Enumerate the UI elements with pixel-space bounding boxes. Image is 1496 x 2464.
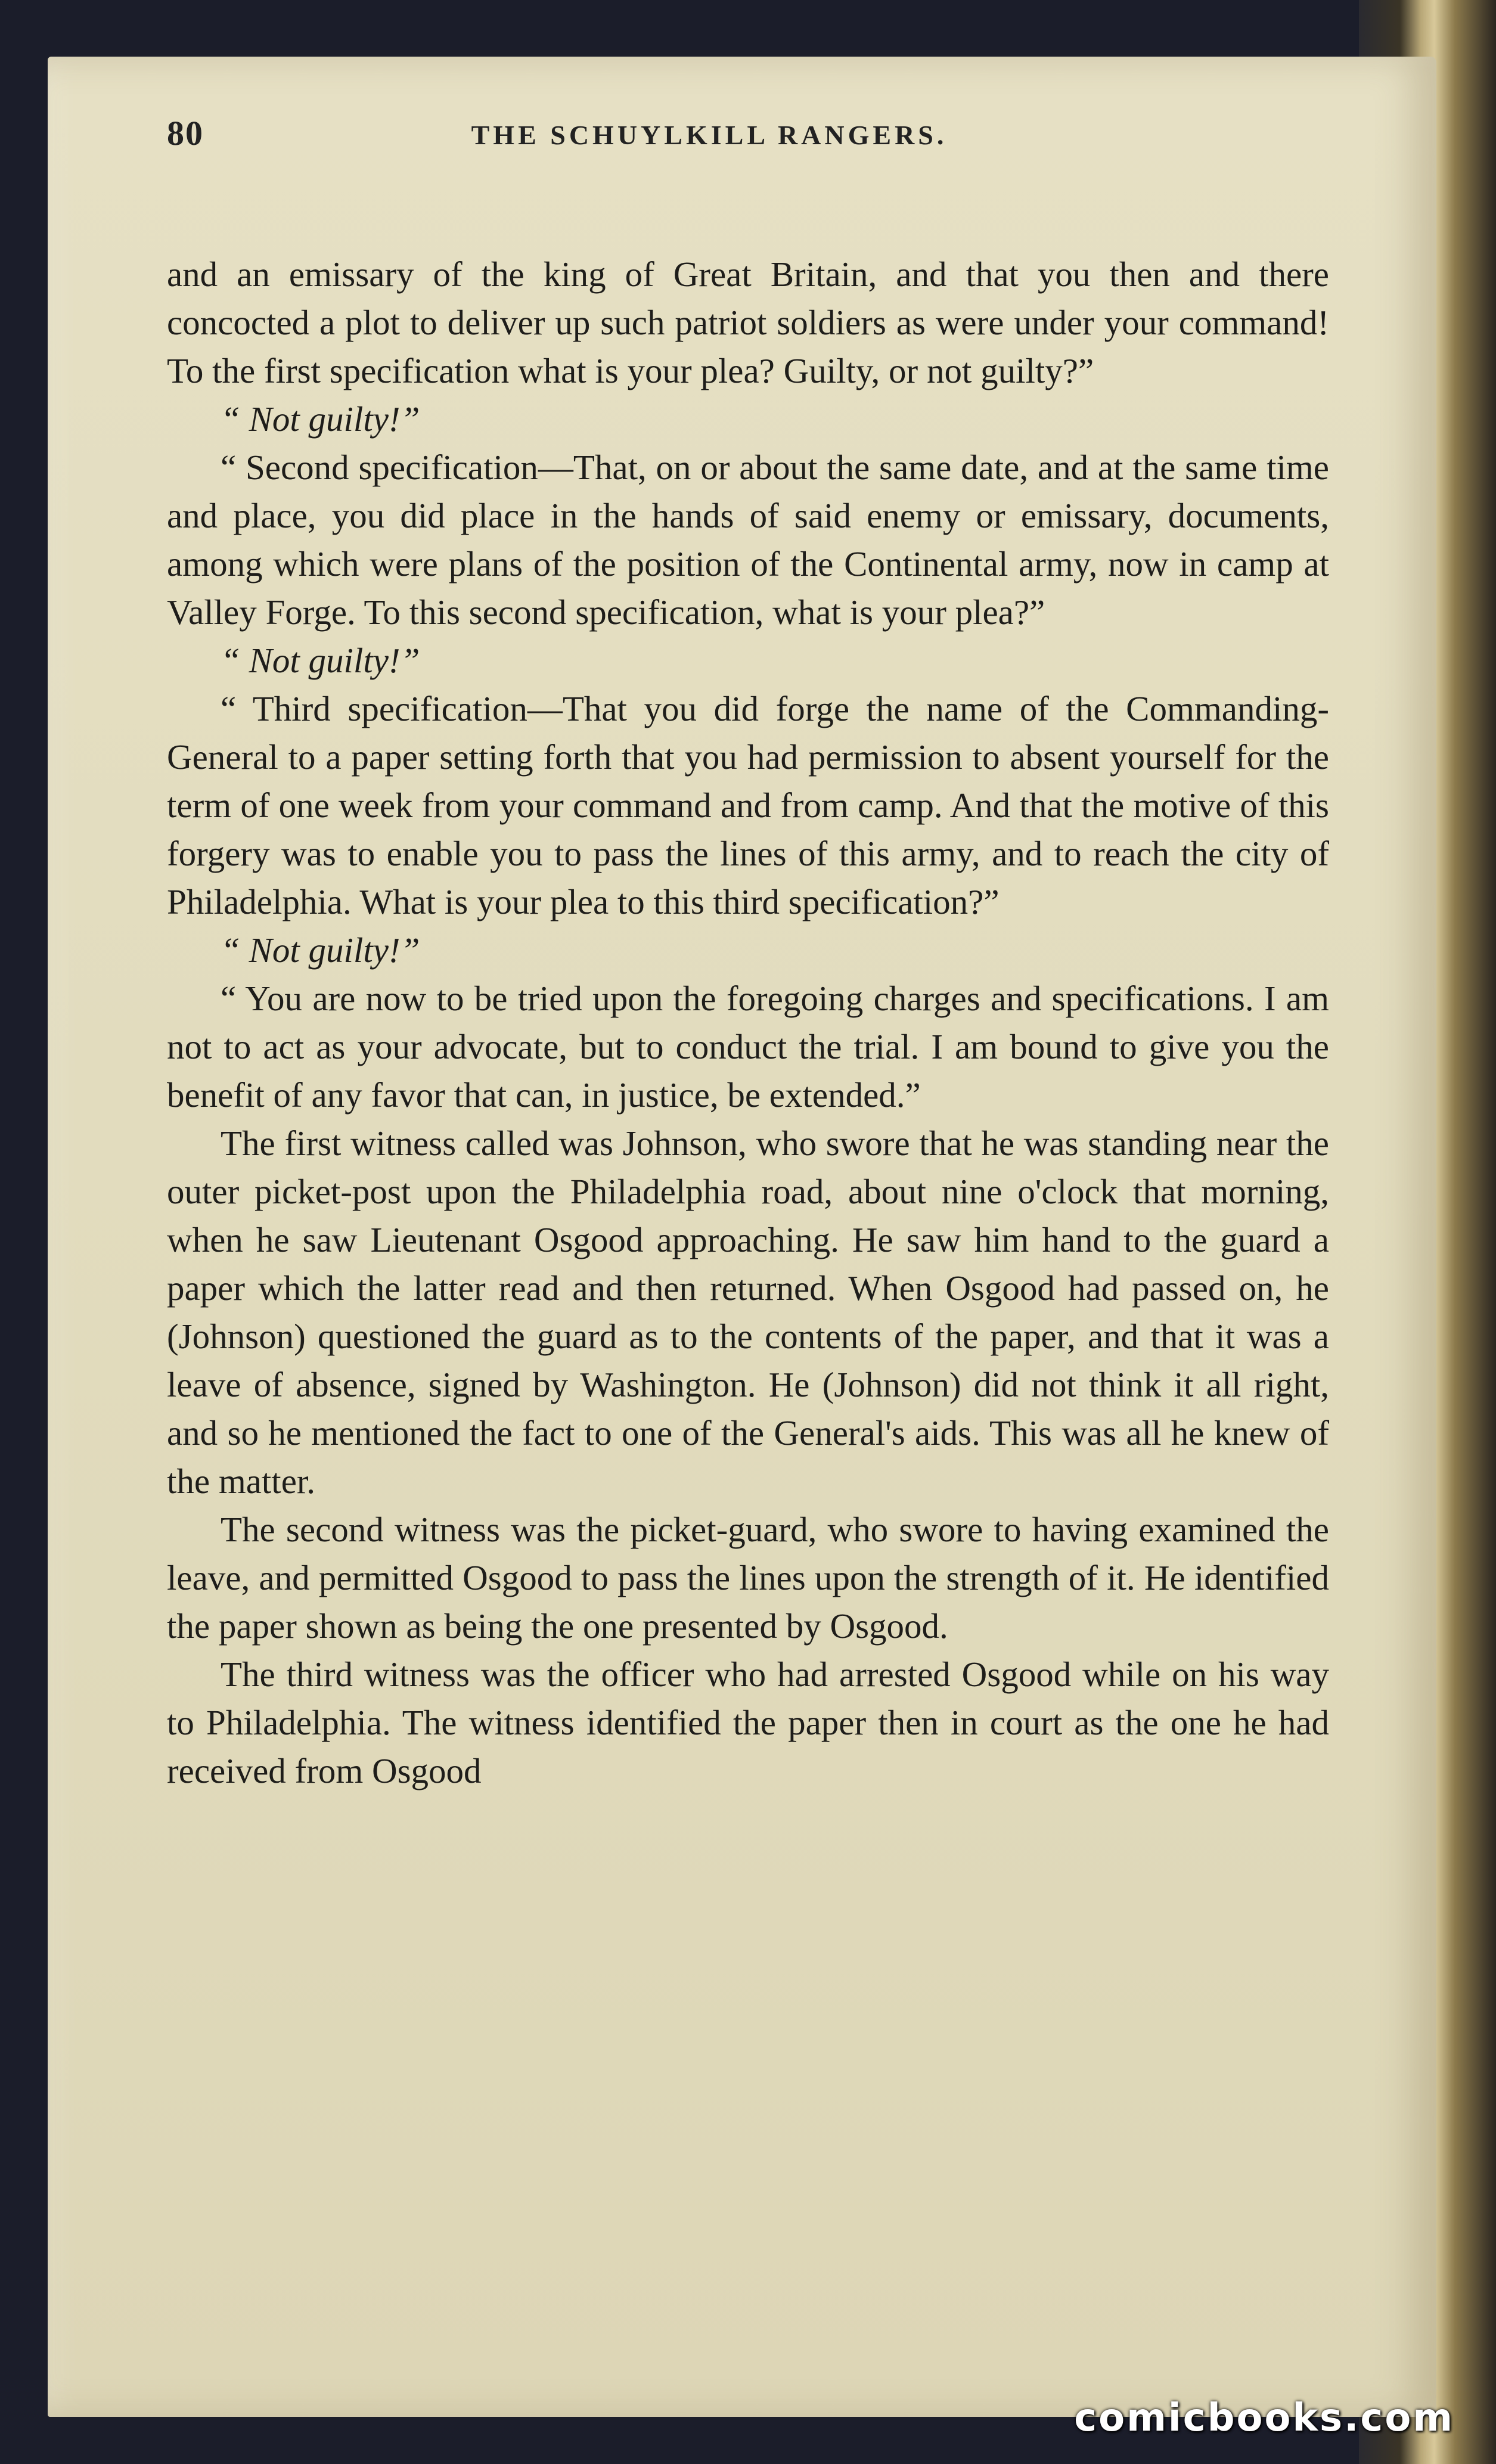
page-number: 80: [167, 114, 204, 153]
paragraph-continuation: and an emissary of the king of Great Britain, and that you then and there concocted a plot to deliver up such patriot soldiers as were under your command! To the first specification what is your plea? Guilty, or not guilty?”: [167, 255, 1329, 390]
plea-reply: “ Not guilty!”: [221, 641, 420, 680]
plea-reply: “ Not guilty!”: [221, 399, 420, 439]
body-text: [167, 250, 1329, 1795]
paragraph-first-witness: The first witness called was Johnson, who swore that he was standing near the outer picket-post upon the Philadelphia road, about nine o'clock that morning, when he saw Lieutenant Osgood approaching. He saw him hand to the guard a paper which the latter read and then returned. When Osgood had passed on, he (Johnson) questioned the guard as to the contents of the paper, and that it was a leave of absence, signed by Washington. He (Johnson) did not think it all right, and so he mentioned the fact to one of the General's aids. This was all he knew of the matter.: [167, 1124, 1329, 1501]
plea-reply: “ Not guilty!”: [221, 930, 420, 970]
paragraph-third-witness: The third witness was the officer who had arrested Osgood while on his way to Philadelphia. The witness identified the paper then in court as the one he had received from Osgood: [167, 1655, 1329, 1790]
running-head: [119, 113, 1299, 185]
paragraph-trial-notice: “ You are now to be tried upon the foregoing charges and specifications. I am not to act as your advocate, but to conduct the trial. I am bound to give you the benefit of any favor that can, in justice, be extended.”: [167, 979, 1329, 1115]
site-watermark: comicbooks.com: [1074, 2396, 1454, 2440]
book-title: THE SCHUYLKILL RANGERS.: [471, 120, 948, 150]
paragraph-second-witness: The second witness was the picket-guard, who swore to having examined the leave, and permitted Osgood to pass the lines upon the strength of it. He identified the paper shown as being the one presented by Osgood.: [167, 1510, 1329, 1646]
paragraph-third-specification: “ Third specification—That you did forge the name of the Commanding-General to a paper setting forth that you had permission to absent yourself for the term of one week from your command and from camp. And that the motive of this forgery was to enable you to pass the lines of this army, and to reach the city of Philadelphia. What is your plea to this third specification?”: [167, 689, 1329, 921]
paragraph-second-specification: “ Second specification—That, on or about the same date, and at the same time and place, you did place in the hands of said enemy or emissary, documents, among which were plans of the position of the Continental army, now in camp at Valley Forge. To this second specification, what is your plea?”: [167, 448, 1329, 632]
